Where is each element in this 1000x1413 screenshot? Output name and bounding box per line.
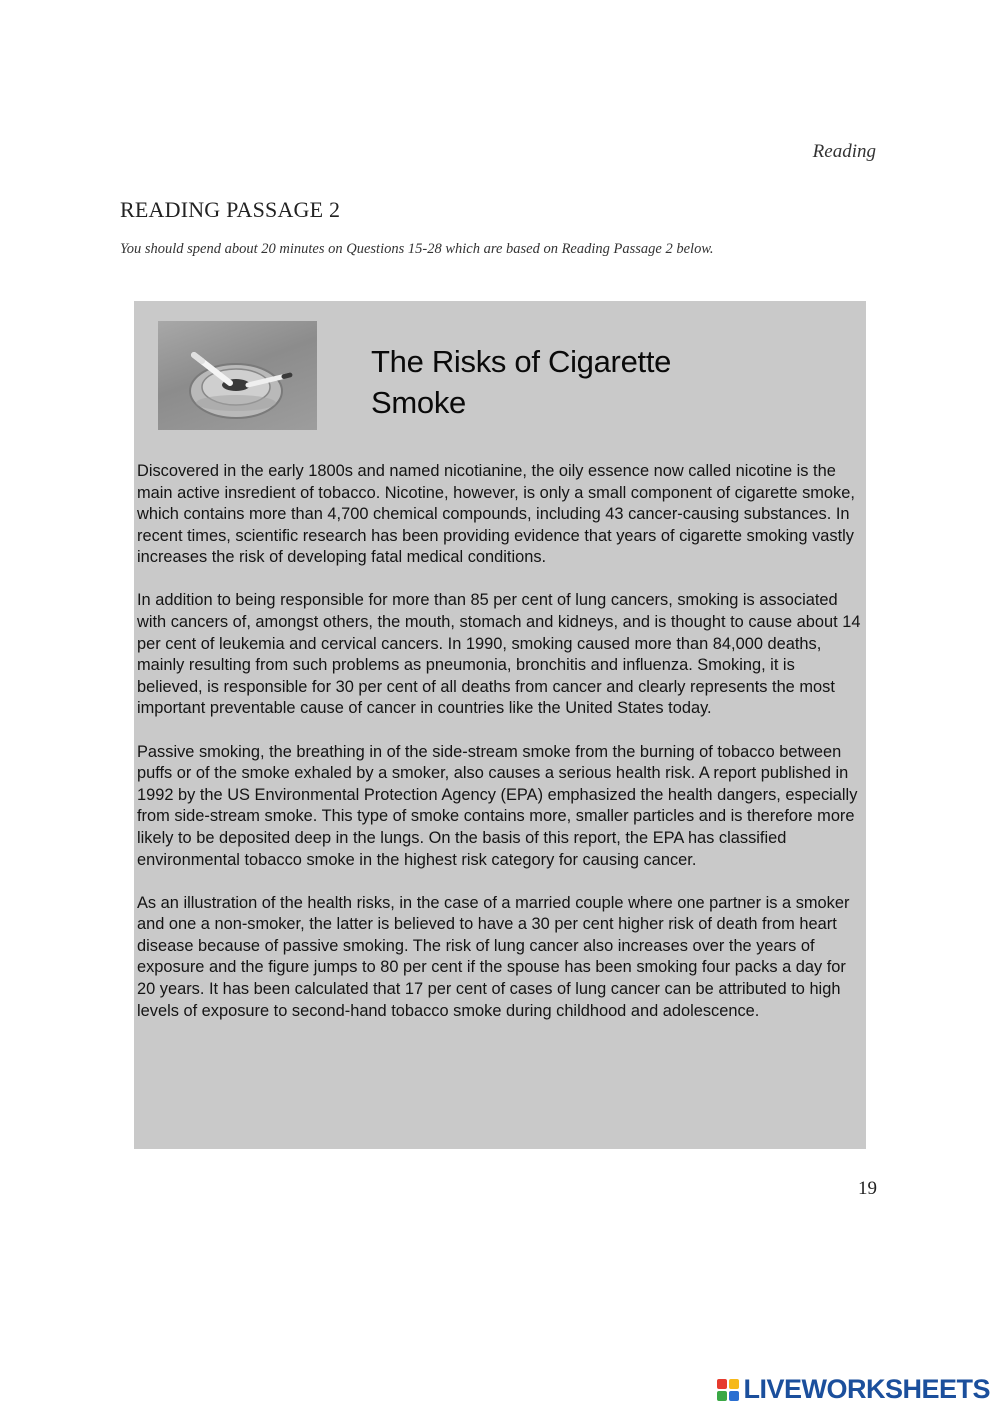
passage-heading: READING PASSAGE 2 [120, 197, 341, 222]
logo-square-red [717, 1379, 727, 1389]
liveworksheets-brand[interactable] [717, 1374, 990, 1405]
liveworksheets-wordmark: LIVEWORKSHEETS [743, 1374, 990, 1404]
running-header: Reading [812, 141, 876, 162]
page-number: 19 [858, 1178, 877, 1199]
article-paragraph-3: Passive smoking, the breathing in of the side-stream smoke from the burning of tobacco between puffs or of the smoke exhaled by a smoker, also causes a serious health risk. A report published in 1992 by the US Environmental Protection Agency (EPA) emphasized the health dangers, especially from side-stream smoke. This type of smoke contains more, smaller particles and is therefore more likely to be deposited deep in the lungs. On the basis of this report, the EPA has classified environmental tobacco smoke in the highest risk category for causing cancer. [137, 742, 858, 869]
article-paragraph-4: As an illustration of the health risks, in the case of a married couple where one partner is a smoker and one a non-smoker, the latter is believed to have a 30 per cent higher risk of death from heart disease because of passive smoking. The risk of lung cancer also increases over the years of exposure and the figure jumps to 80 per cent if the spouse has been smoking four packs a day for 20 years. It has been calculated that 17 per cent of cases of lung cancer can be attributed to high levels of exposure to second-hand tobacco smoke during childhood and adolescence. [137, 893, 850, 1020]
article-paragraph-1: Discovered in the early 1800s and named nicotianine, the oily essence now called nicotine is the main active insredient of tobacco. Nicotine, however, is only a small component of cigarette smoke, which contains more than 4,700 chemical compounds, including 43 cancer-causing substances. In recent times, scientific research has been providing evidence that years of cigarette smoking vastly increases the risk of developing fatal medical conditions. [137, 462, 855, 567]
logo-square-green [717, 1391, 727, 1401]
article-body [137, 461, 863, 1044]
article-paragraph-2: In addition to being responsible for more than 85 per cent of lung cancers, smoking is associated with cancers of, amongst others, the mouth, stomach and kidneys, and is thought to cause about 14 per cent of leukemia and cervical cancers. In 1990, smoking caused more than 84,000 deaths, mainly resulting from such problems as pneumonia, bronchitis and influenza. Smoking, it is believed, is responsible for 30 per cent of all deaths from cancer and clearly represents the most important preventable cause of cancer in countries like the United States today. [137, 591, 861, 718]
passage-instruction: You should spend about 20 minutes on Questions 15-28 which are based on Reading Passage 2 below. [120, 241, 714, 257]
logo-square-yellow [729, 1379, 739, 1389]
ashtray-cigarette-photo-icon [158, 321, 317, 430]
logo-square-blue [729, 1391, 739, 1401]
article-title: The Risks of Cigarette Smoke [371, 344, 672, 420]
passage-box [134, 301, 866, 1149]
liveworksheets-logo-icon [717, 1379, 739, 1401]
